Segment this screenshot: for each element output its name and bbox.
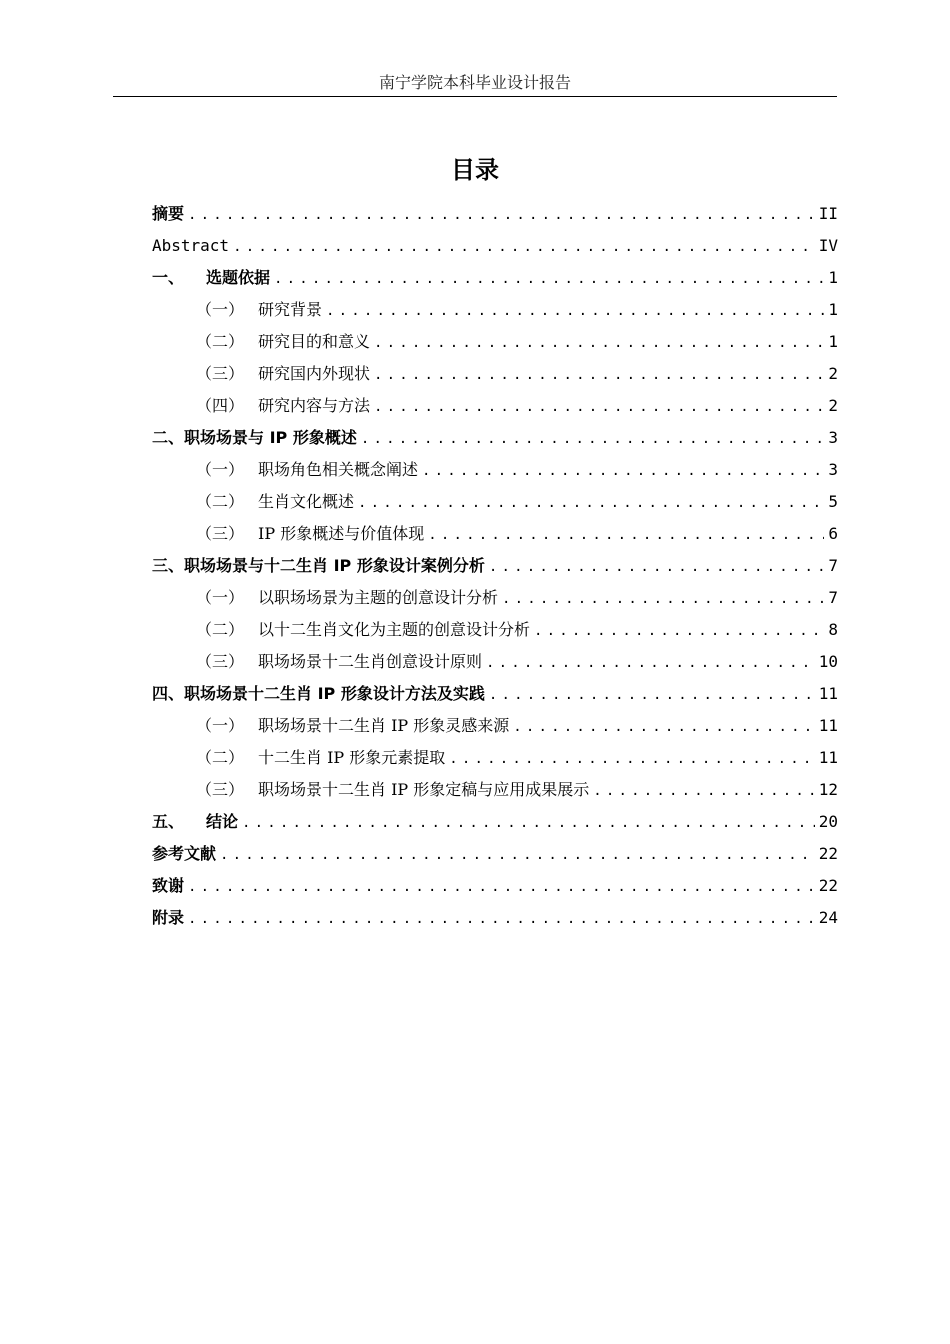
toc-entry-text: 十二生肖 IP 形象元素提取 [258,748,446,767]
toc-entry-text: 附录 [152,908,185,927]
dot-leader [374,391,824,423]
toc-entry-text: IP 形象概述与价值体现 [258,524,425,543]
toc-entry-page: 2 [828,364,838,383]
page-header [113,72,837,97]
dot-leader [188,199,815,231]
toc-entry[interactable] [152,550,838,582]
toc-entry[interactable] [152,710,838,742]
toc-entry-page: 20 [818,812,838,831]
toc-entry-text: 研究国内外现状 [258,364,371,383]
toc-entry[interactable] [152,454,838,486]
toc-entry-text: 研究内容与方法 [258,396,371,415]
toc-entry[interactable] [152,902,838,934]
toc-entry[interactable] [152,838,838,870]
toc-entry[interactable] [152,774,838,806]
toc-entry-text: 以职场场景为主题的创意设计分析 [258,588,499,607]
dot-leader [242,807,815,839]
toc-entry-page: 1 [828,268,838,287]
toc-entry-page: 1 [828,332,838,351]
toc-entry-number: 五、 [152,812,185,831]
dot-leader [422,455,824,487]
toc-entry-page: 2 [828,396,838,415]
toc-entry-text: 参考文献 [152,844,217,863]
toc-entry-number: （三） [196,524,245,543]
toc-entry-page: 22 [818,876,838,895]
toc-entry-page: 11 [818,716,838,735]
dot-leader [449,743,814,775]
toc-entry-page: 12 [818,780,838,799]
toc-entry-number: （二） [196,332,245,351]
toc-entry-number: （二） [196,620,245,639]
dot-leader [188,903,815,935]
dot-leader [233,231,815,263]
toc-entry-page: 3 [828,428,838,447]
toc-entry-page: 10 [818,652,838,671]
dot-leader [188,871,815,903]
toc-entry-number: （二） [196,748,245,767]
toc-entry[interactable] [152,742,838,774]
toc-entry-text: 二、职场场景与 IP 形象概述 [152,428,357,447]
toc-entry-number: （二） [196,492,245,511]
toc-entry-number: （三） [196,364,245,383]
toc-entry-text: Abstract [152,236,230,255]
toc-entry[interactable] [152,870,838,902]
toc-entry-page: 3 [828,460,838,479]
dot-leader [593,775,814,807]
toc-entry-page: 6 [828,524,838,543]
header-title: 南宁学院本科毕业设计报告 [378,73,571,92]
dot-leader [374,359,824,391]
toc-entry-text: 摘要 [152,204,185,223]
toc-entry-number: （三） [196,652,245,671]
toc-entry[interactable] [152,390,838,422]
dot-leader [428,519,824,551]
toc-entry-number: （一） [196,460,245,479]
toc-entry[interactable] [152,262,838,294]
toc-entry-text: 四、职场场景十二生肖 IP 形象设计方法及实践 [152,684,485,703]
toc-entry-number: （一） [196,300,245,319]
toc-title: 目录 [451,156,499,184]
toc-entry[interactable] [152,326,838,358]
toc-entry-text: 研究目的和意义 [258,332,371,351]
toc-entry-text: 生肖文化概述 [258,492,355,511]
toc-entry[interactable] [152,422,838,454]
dot-leader [220,839,815,871]
dot-leader [489,551,825,583]
dot-leader [358,487,824,519]
toc-entry-text: 三、职场场景与十二生肖 IP 形象设计案例分析 [152,556,485,575]
toc-entry-page: 7 [828,556,838,575]
toc-entry-page: 11 [818,684,838,703]
toc-entry-page: 1 [828,300,838,319]
toc-entry-text: 职场场景十二生肖 IP 形象定稿与应用成果展示 [258,780,590,799]
toc-entry-text: 职场场景十二生肖 IP 形象灵感来源 [258,716,510,735]
dot-leader [486,647,815,679]
toc-entry-number: （一） [196,588,245,607]
toc-entry[interactable] [152,806,838,838]
toc-entry[interactable] [152,582,838,614]
toc-entry-page: 22 [818,844,838,863]
dot-leader [361,423,825,455]
dot-leader [326,295,824,327]
dot-leader [502,583,824,615]
toc-entry-page: 7 [828,588,838,607]
toc-entry[interactable] [152,358,838,390]
dot-leader [489,679,815,711]
toc-entry[interactable] [152,614,838,646]
dot-leader [274,263,824,295]
toc-entry-page: 24 [818,908,838,927]
toc-entry[interactable] [152,230,838,262]
toc-entry-text: 选题依据 [206,268,271,287]
toc-entry[interactable] [152,486,838,518]
toc-entry-text: 职场角色相关概念阐述 [258,460,419,479]
table-of-contents [152,198,838,934]
toc-entry-page: 8 [828,620,838,639]
toc-entry[interactable] [152,678,838,710]
dot-leader [374,327,824,359]
toc-entry-text: 以十二生肖文化为主题的创意设计分析 [258,620,531,639]
toc-entry-number: （一） [196,716,245,735]
toc-entry[interactable] [152,518,838,550]
dot-leader [534,615,824,647]
toc-entry-text: 结论 [206,812,239,831]
toc-entry[interactable] [152,294,838,326]
toc-entry-text: 职场场景十二生肖创意设计原则 [258,652,483,671]
toc-entry[interactable] [152,646,838,678]
toc-entry-number: （三） [196,780,245,799]
toc-entry-page: II [818,204,838,223]
toc-entry[interactable] [152,198,838,230]
toc-entry-page: 5 [828,492,838,511]
toc-entry-number: （四） [196,396,245,415]
toc-entry-page: 11 [818,748,838,767]
toc-entry-page: IV [818,236,838,255]
toc-entry-text: 致谢 [152,876,185,895]
toc-entry-number: 一、 [152,268,185,287]
toc-entry-text: 研究背景 [258,300,323,319]
dot-leader [513,711,814,743]
